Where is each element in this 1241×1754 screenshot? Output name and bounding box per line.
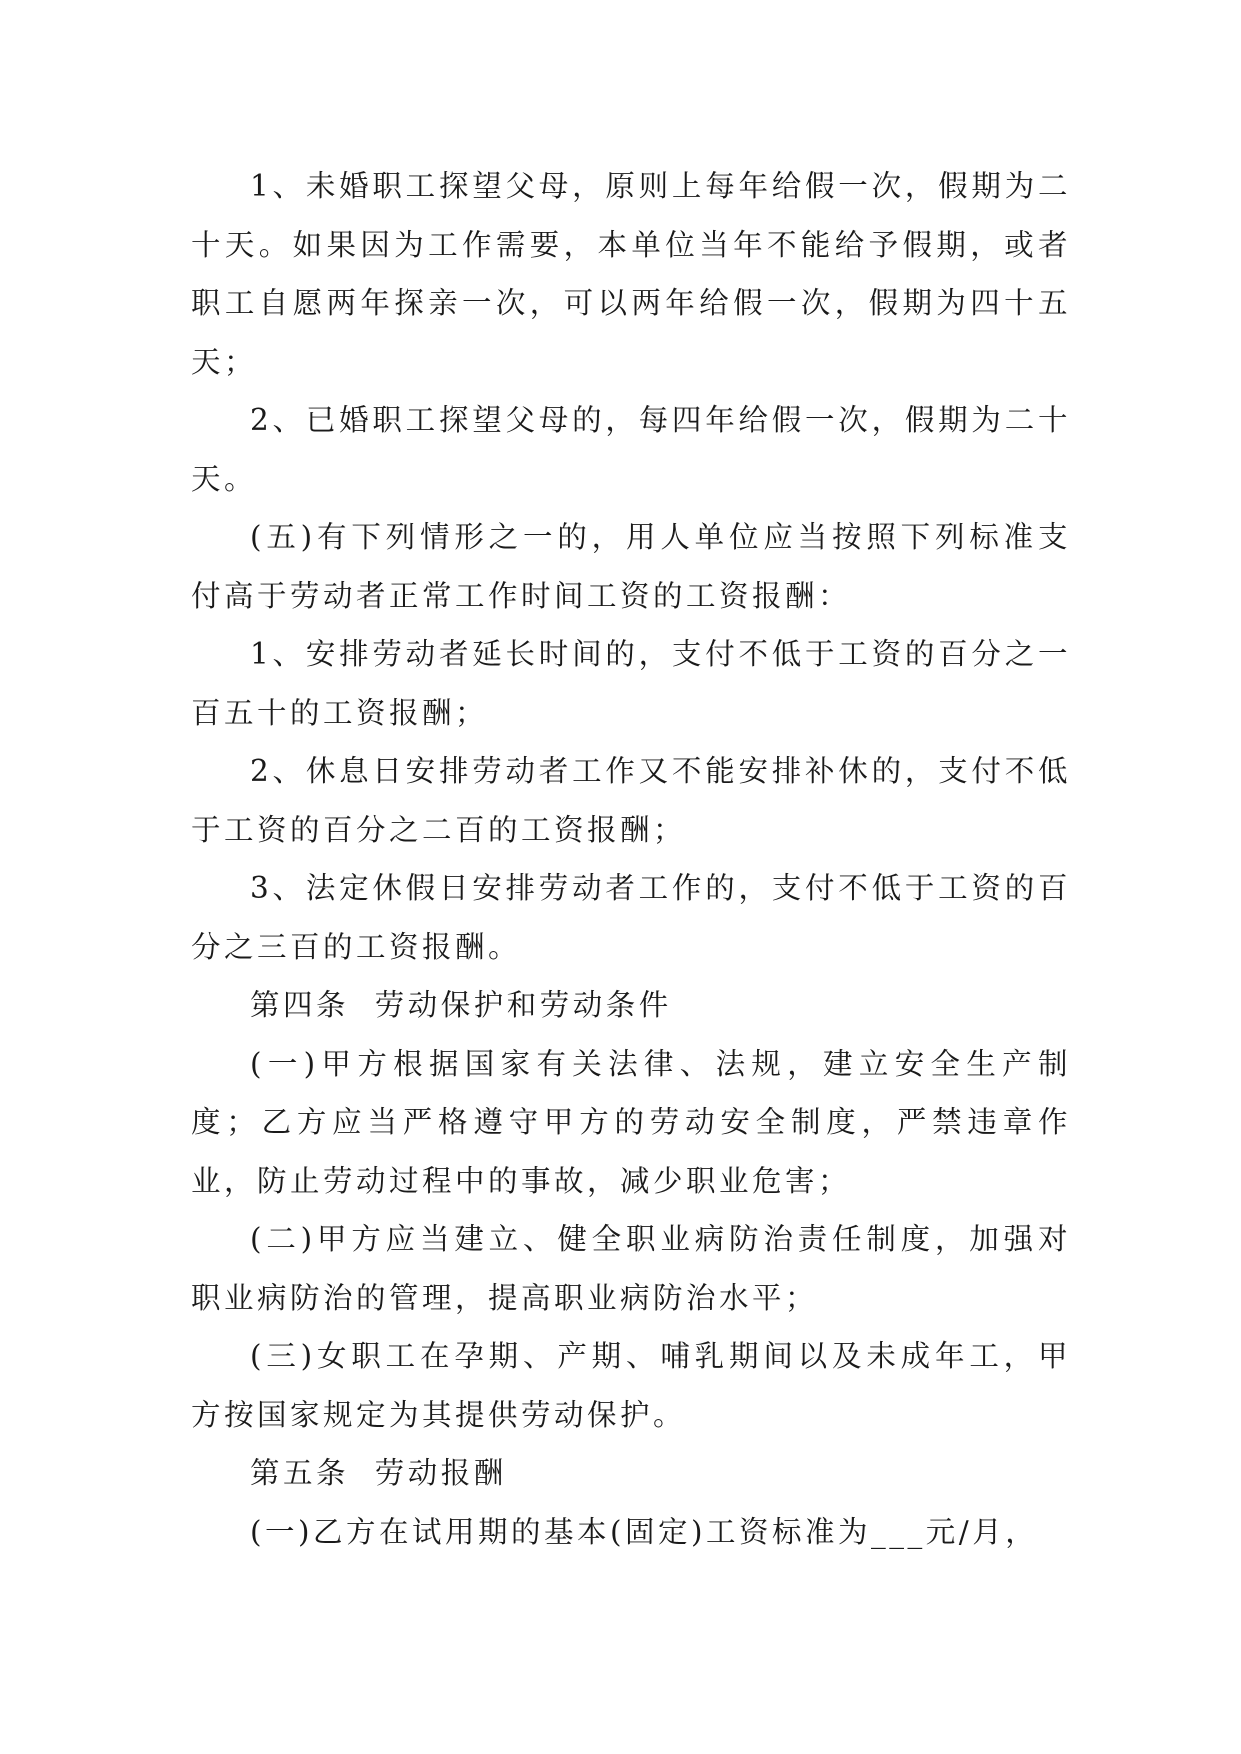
- paragraph-extended-hours: 1、安排劳动者延长时间的，支付不低于工资的百分之一百五十的工资报酬；: [191, 637, 1071, 730]
- paragraph-statutory-holiday: 3、法定休假日安排劳动者工作的，支付不低于工资的百分之三百的工资报酬。: [191, 871, 1071, 964]
- section-heading-article-5: 第五条 劳动报酬: [250, 1456, 507, 1490]
- paragraph-unmarried-leave: 1、未婚职工探望父母，原则上每年给假一次，假期为二十天。如果因为工作需要，本单位当年不能给予假期，或者职工自愿两年探亲一次，可以两年给假一次，假期为四十五天；: [191, 169, 1071, 379]
- paragraph-probation-wage: (一)乙方在试用期的基本(固定)工资标准为___元/月，: [250, 1514, 1039, 1549]
- paragraph-rest-day: 2、休息日安排劳动者工作又不能安排补休的，支付不低于工资的百分之二百的工资报酬；: [191, 754, 1071, 847]
- paragraph-occupational-disease: (二)甲方应当建立、健全职业病防治责任制度，加强对职业病防治的管理，提高职业病防治水平；: [191, 1222, 1071, 1315]
- paragraph-female-minor-protection: (三)女职工在孕期、产期、哺乳期间以及未成年工，甲方按国家规定为其提供劳动保护。: [191, 1339, 1071, 1432]
- paragraph-overtime-intro: (五)有下列情形之一的，用人单位应当按照下列标准支付高于劳动者正常工作时间工资的工资报酬：: [191, 520, 1071, 613]
- document-body: [191, 157, 1071, 1561]
- paragraph-safety-system: (一)甲方根据国家有关法律、法规，建立安全生产制度；乙方应当严格遵守甲方的劳动安全制度，严禁违章作业，防止劳动过程中的事故，减少职业危害；: [191, 1046, 1071, 1198]
- section-heading-article-4: 第四条 劳动保护和劳动条件: [250, 988, 672, 1022]
- paragraph-married-leave: 2、已婚职工探望父母的，每四年给假一次，假期为二十天。: [191, 403, 1071, 496]
